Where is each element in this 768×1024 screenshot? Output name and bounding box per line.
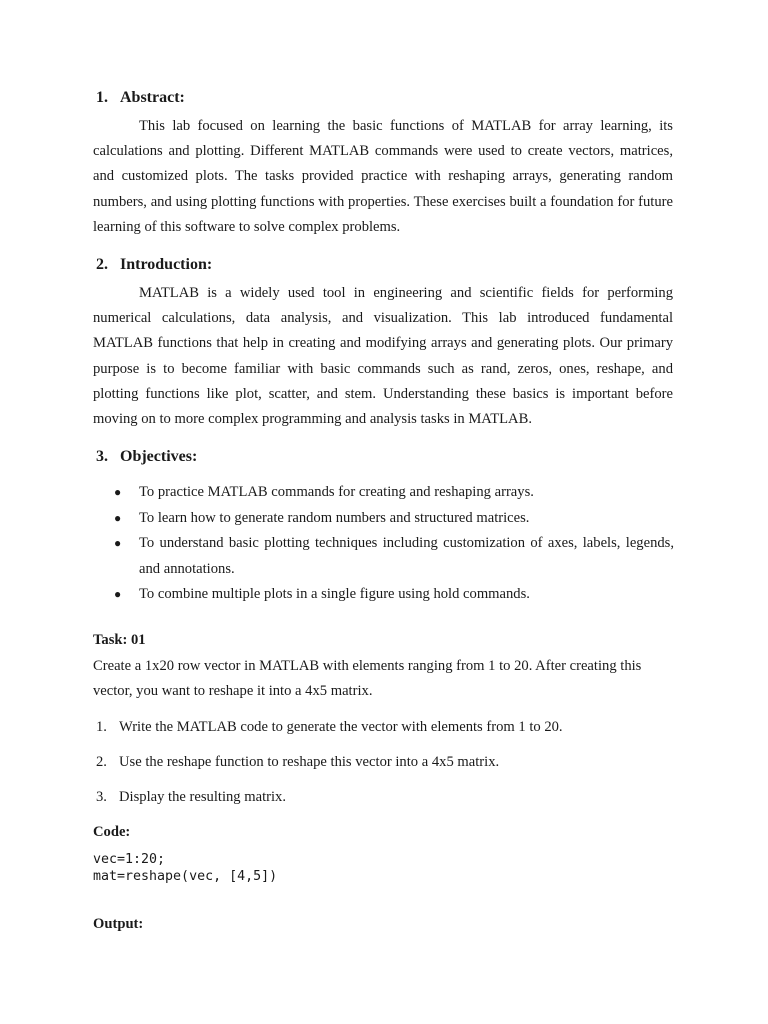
- task-step: [96, 752, 563, 787]
- objective-text: To understand basic plotting techniques including customization of axes, labels, legends, and annotations.: [139, 535, 674, 577]
- introduction-heading: [96, 255, 212, 275]
- task-title: Task: 01: [93, 632, 146, 648]
- abstract-heading: [96, 88, 185, 108]
- objectives-heading: [96, 447, 197, 467]
- introduction-heading-number: 2.: [96, 256, 108, 273]
- bullet-icon: ●: [114, 536, 122, 551]
- task-step: [96, 717, 563, 752]
- objective-item: [112, 531, 674, 582]
- task-steps: [96, 717, 563, 822]
- objective-item: [112, 506, 674, 532]
- task-step-number: 1.: [96, 719, 107, 735]
- bullet-icon: ●: [114, 587, 122, 602]
- objective-item: [112, 582, 674, 608]
- task-step-text: Use the reshape function to reshape this vector into a 4x5 matrix.: [119, 754, 500, 770]
- task-step: [96, 787, 563, 822]
- introduction-heading-title: Introduction:: [120, 256, 213, 273]
- code-line: mat=reshape(vec, [4,5]): [93, 869, 278, 884]
- objectives-heading-title: Objectives:: [120, 448, 198, 465]
- objective-text: To practice MATLAB commands for creating and reshaping arrays.: [139, 484, 534, 500]
- objective-text: To learn how to generate random numbers and structured matrices.: [139, 509, 530, 526]
- code-block: [93, 851, 277, 885]
- bullet-icon: ●: [114, 485, 122, 499]
- output-label: Output:: [93, 916, 144, 932]
- task-step-number: 3.: [96, 789, 107, 805]
- objective-text: To combine multiple plots in a single figure using hold commands.: [139, 586, 530, 603]
- code-label: Code:: [93, 824, 131, 840]
- objective-item: [112, 480, 674, 506]
- objectives-heading-number: 3.: [96, 448, 108, 465]
- abstract-heading-number: 1.: [96, 89, 108, 106]
- task-step-text: Write the MATLAB code to generate the vector with elements from 1 to 20.: [119, 719, 563, 735]
- task-step-number: 2.: [96, 754, 107, 770]
- abstract-heading-title: Abstract:: [120, 89, 185, 106]
- task-description: Create a 1x20 row vector in MATLAB with elements ranging from 1 to 20. After creating this vector, you want to reshape it into a 4x5 matrix.: [93, 658, 642, 700]
- abstract-paragraph: This lab focused on learning the basic functions of MATLAB for array learning, its calculations and plotting. Different MATLAB commands were used to create vectors, matrices, and customized plots. The tasks provided practice with reshaping arrays, generating random numbers, and using plotting functions with properties. These exercises built a foundation for future learning of this software to solve complex problems.: [93, 118, 673, 235]
- code-line: vec=1:20;: [93, 852, 166, 867]
- task-step-text: Display the resulting matrix.: [119, 789, 286, 805]
- bullet-icon: ●: [114, 510, 122, 525]
- objectives-list: [112, 480, 674, 608]
- introduction-paragraph: MATLAB is a widely used tool in engineering and scientific fields for performing numerical calculations, data analysis, and visualization. This lab introduced fundamental MATLAB functions that help in creating and modifying arrays and generating plots. Our primary purpose is to become familiar with basic commands such as rand, zeros, ones, reshape, and plotting functions like plot, scatter, and stem. Understanding these basics is important before moving on to more complex programming and analysis tasks in MATLAB.: [93, 285, 673, 428]
